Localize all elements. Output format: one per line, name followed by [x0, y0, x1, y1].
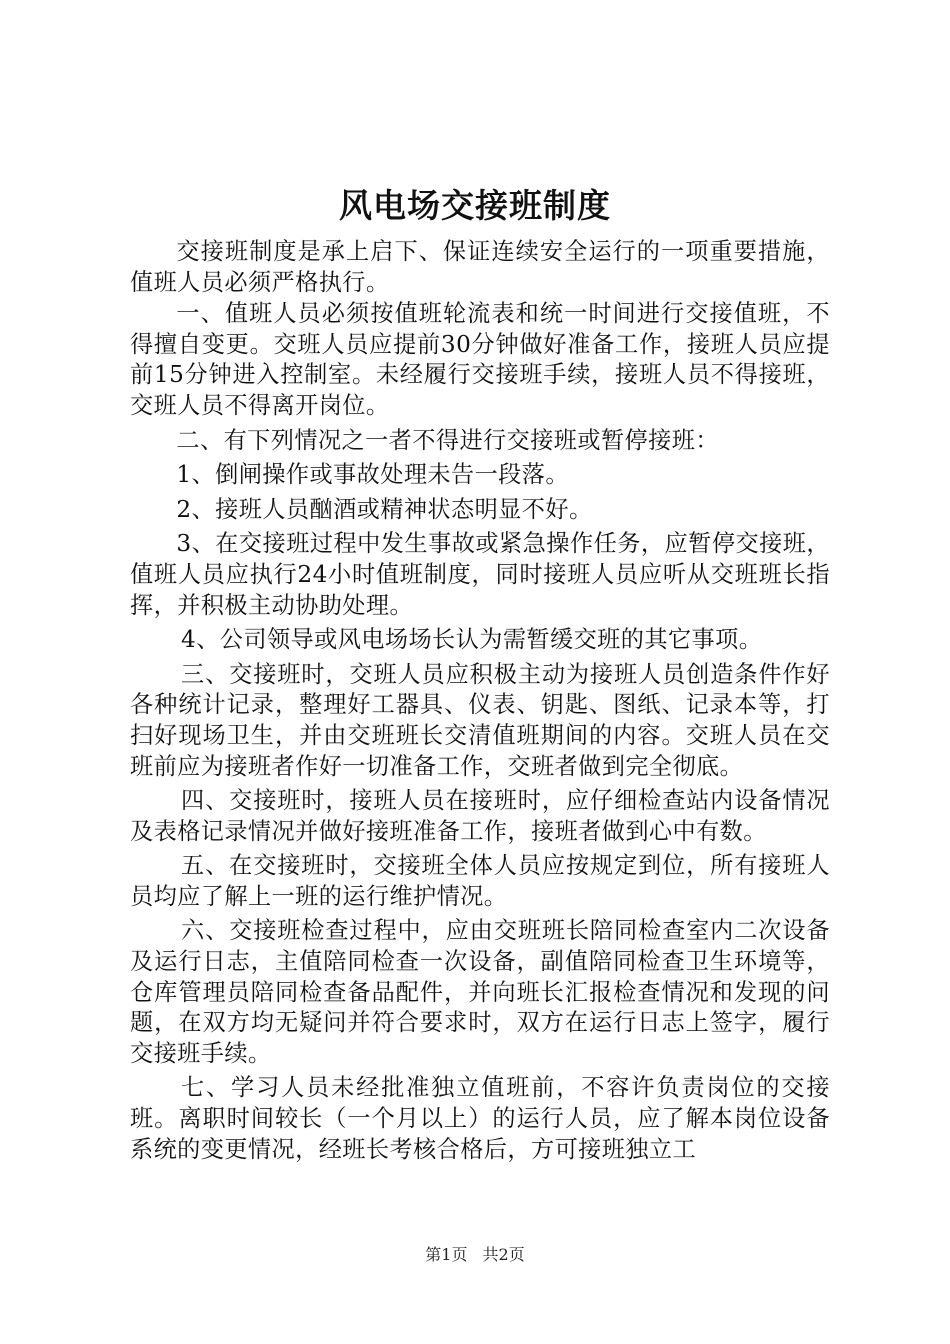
- paragraph-item-2: 2、接班人员酗酒或精神状态明显不好。: [176, 495, 593, 523]
- page-number: 第1页: [425, 1245, 468, 1264]
- document-body: [130, 237, 830, 1165]
- paragraph-item-4: 4、公司领导或风电场场长认为需暂缓交班的其它事项。: [181, 626, 763, 654]
- paragraph-rule-3: 三、交接班时，交班人员应积极主动为接班人员创造条件作好各种统计记录，整理好工器具、仪表、钥匙、图纸、记录本等，打扫好现场卫生，并由交班班长交清值班期间的内容。交班人员在交班前应为接班者作好一切准备工作，交班者做到完全彻底。: [130, 660, 830, 780]
- paragraph-item-1: 1、倒闸操作或事故处理未告一段落。: [176, 461, 569, 489]
- paragraph-rule-5: 五、在交接班时，交接班全体人员应按规定到位，所有接班人员均应了解上一班的运行维护情况。: [130, 852, 830, 910]
- paragraph-item-3: 3、在交接班过程中发生事故或紧急操作任务，应暂停交接班，值班人员应执行24小时值班制度，同时接班人员应听从交班班长指挥，并积极主动协助处理。: [130, 530, 830, 619]
- paragraph-intro: 交接班制度是承上启下、保证连续安全运行的一项重要措施，值班人员必须严格执行。: [130, 238, 830, 296]
- page-total: 共2页: [482, 1245, 525, 1264]
- paragraph-rule-1: 一、值班人员必须按值班轮流表和统一时间进行交接值班，不得擅自变更。交班人员应提前30分钟做好准备工作，接班人员应提前15分钟进入控制室。未经履行交接班手续，接班人员不得接班，交班人员不得离开岗位。: [130, 300, 830, 419]
- paragraph-rule-6: 六、交接班检查过程中，应由交班班长陪同检查室内二次设备及运行日志，主值陪同检查一次设备，副值陪同检查卫生环境等，仓库管理员陪同检查备品配件，并向班长汇报检查情况和发现的问题，在双方均无疑问并符合要求时，双方在运行日志上签字，履行交接班手续。: [130, 917, 830, 1067]
- paragraph-rule-4: 四、交接班时，接班人员在接班时，应仔细检查站内设备情况及表格记录情况并做好接班准备工作，接班者做到心中有数。: [130, 787, 830, 845]
- paragraph-rule-7: 七、学习人员未经批准独立值班前，不容许负责岗位的交接班。离职时间较长（一个月以上）的运行人员，应了解本岗位设备系统的变更情况，经班长考核合格后，方可接班独立工: [130, 1074, 830, 1163]
- document-title: 风电场交接班制度: [339, 186, 611, 225]
- paragraph-rule-2: 二、有下列情况之一者不得进行交接班或暂停接班：: [176, 426, 719, 454]
- page-footer: [0, 1244, 950, 1266]
